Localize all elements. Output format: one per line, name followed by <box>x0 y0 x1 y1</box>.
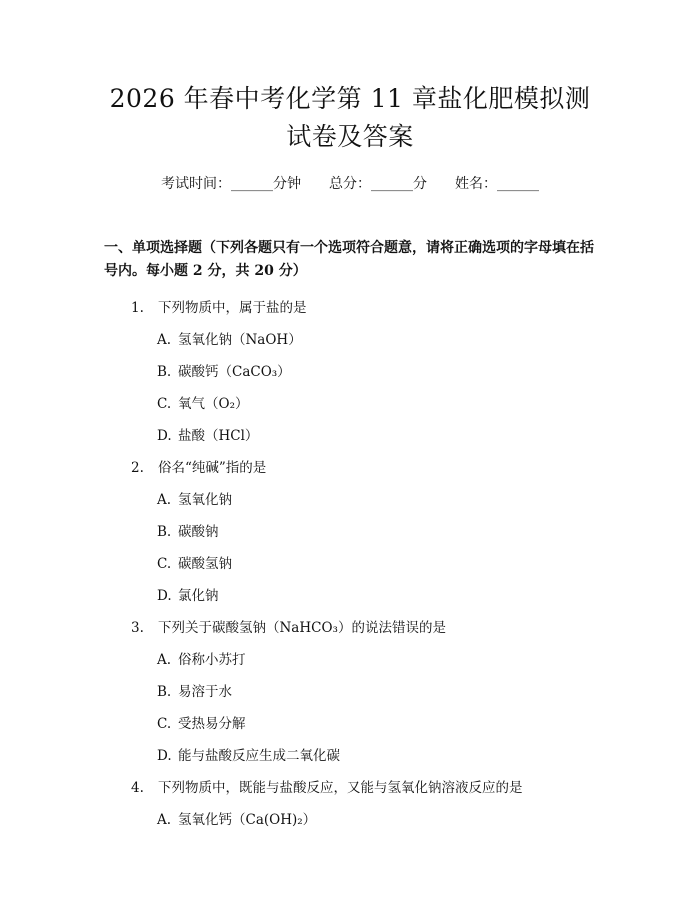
option-text: 碳酸氢钠 <box>178 556 232 572</box>
option-item <box>104 714 596 746</box>
option-text: 易溶于水 <box>178 684 232 700</box>
option-item <box>104 746 596 778</box>
option-text: 氢氧化钠（NaOH） <box>178 332 302 348</box>
question-text: 俗名“纯碱”指的是 <box>158 460 267 476</box>
question-number: 4 . <box>131 778 158 798</box>
option-text: 俗称小苏打 <box>178 652 246 668</box>
option-item <box>104 362 596 394</box>
option-letter: C . <box>157 554 178 574</box>
option-letter: B . <box>157 362 178 382</box>
option-letter: C . <box>157 714 178 734</box>
option-item <box>104 394 596 426</box>
option-letter: A . <box>157 330 178 350</box>
section-heading: 一、单项选择题（下列各题只有一个选项符合题意，请将正确选项的字母填在括号内。每小题 2 分，共 20 分） <box>104 240 594 279</box>
question-text: 下列物质中，既能与盐酸反应，又能与氢氧化钠溶液反应的是 <box>158 780 523 796</box>
option-item <box>104 330 596 362</box>
question-item <box>104 618 596 650</box>
option-item <box>104 682 596 714</box>
option-item <box>104 650 596 682</box>
option-letter: A . <box>157 490 178 510</box>
option-text: 碳酸钙（CaCO₃） <box>178 364 291 380</box>
option-letter: A . <box>157 810 178 830</box>
total-score-field: 总分：______分 <box>329 176 427 192</box>
question-item <box>104 778 596 810</box>
option-item <box>104 810 596 842</box>
exam-meta <box>104 174 596 194</box>
option-text: 碳酸钠 <box>178 524 219 540</box>
question-text: 下列关于碳酸氢钠（NaHCO₃）的说法错误的是 <box>158 620 446 636</box>
student-name-field: 姓名：______ <box>455 176 539 192</box>
option-letter: B . <box>157 682 178 702</box>
option-text: 氧气（O₂） <box>178 396 249 412</box>
option-text: 氢氧化钙（Ca(OH)₂） <box>178 812 317 828</box>
question-number: 2 . <box>131 458 158 478</box>
option-item <box>104 554 596 586</box>
option-letter: C . <box>157 394 178 414</box>
option-letter: B . <box>157 522 178 542</box>
option-text: 氯化钠 <box>178 588 219 604</box>
option-text: 氢氧化钠 <box>178 492 232 508</box>
question-number: 3 . <box>131 618 158 638</box>
option-text: 盐酸（HCl） <box>178 428 259 444</box>
option-item <box>104 522 596 554</box>
option-item <box>104 586 596 618</box>
option-letter: D . <box>157 586 178 606</box>
option-letter: A . <box>157 650 178 670</box>
option-letter: D . <box>157 746 178 766</box>
document-title: 2026 年春中考化学第 11 章盐化肥模拟测试卷及答案 <box>109 84 591 151</box>
exam-time-field: 考试时间：______分钟 <box>161 176 301 192</box>
option-text: 能与盐酸反应生成二氧化碳 <box>178 748 340 764</box>
question-text: 下列物质中，属于盐的是 <box>158 300 307 316</box>
option-text: 受热易分解 <box>178 716 246 732</box>
question-number: 1 . <box>131 298 158 318</box>
question-item <box>104 458 596 490</box>
question-item <box>104 298 596 330</box>
question-list <box>104 298 596 842</box>
option-item <box>104 490 596 522</box>
option-letter: D . <box>157 426 178 446</box>
option-item <box>104 426 596 458</box>
